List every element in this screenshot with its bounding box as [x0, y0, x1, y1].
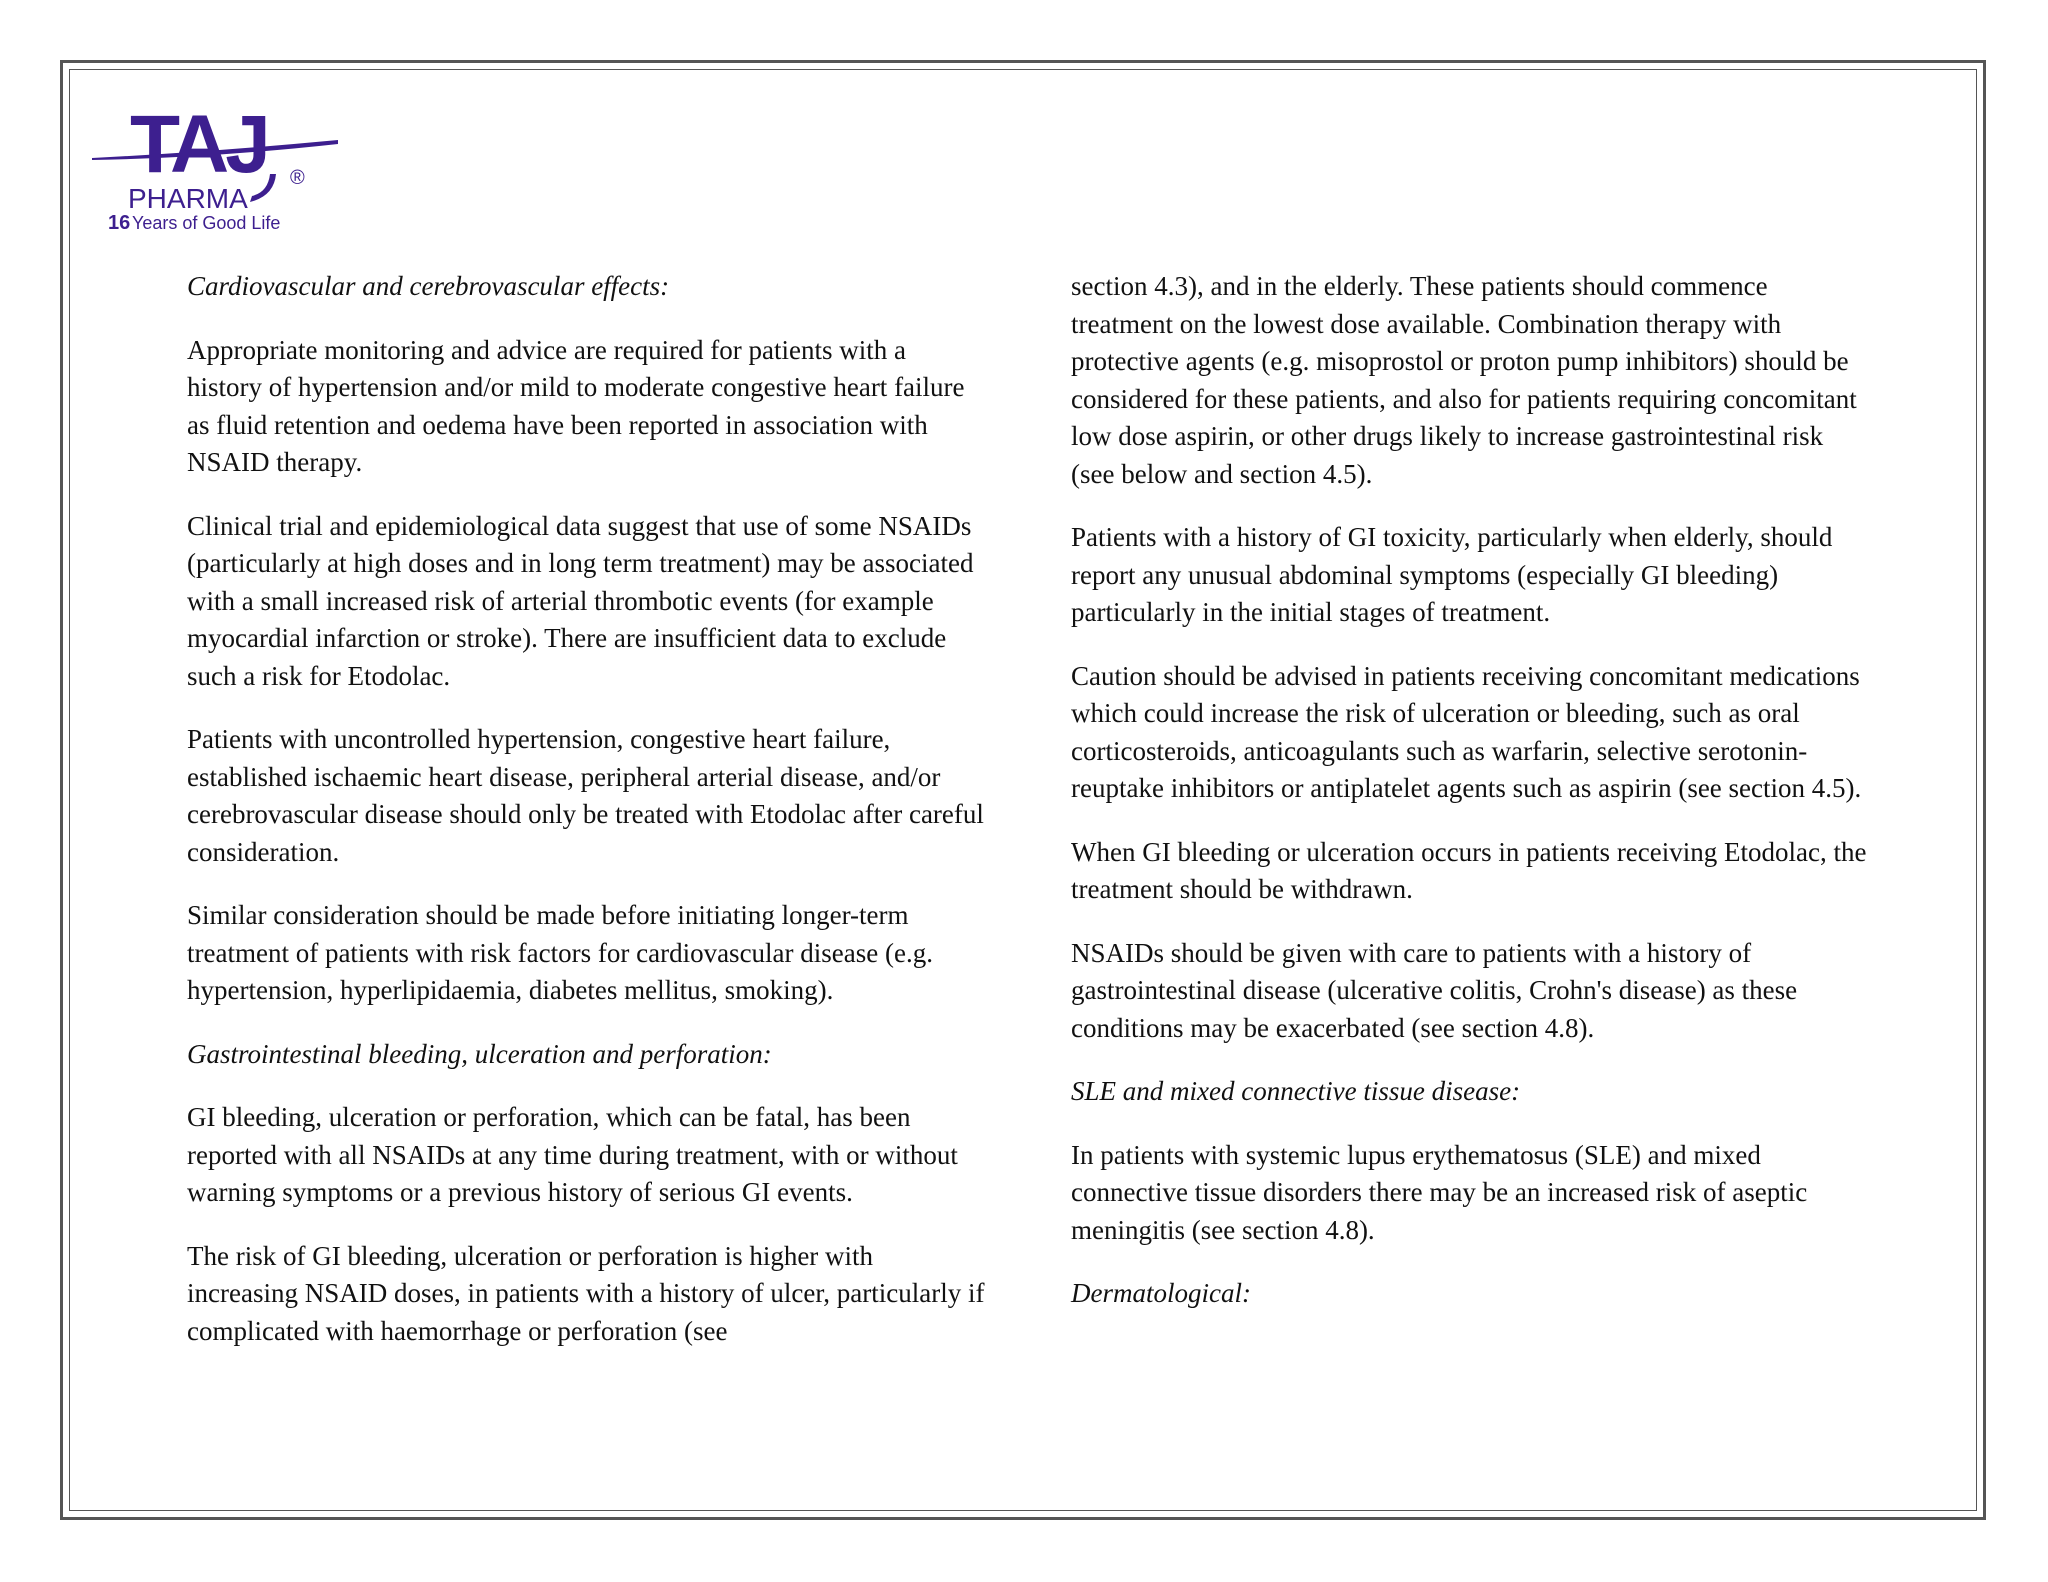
logo-brand: TAJ	[130, 99, 267, 190]
paragraph: When GI bleeding or ulceration occurs in patients receiving Etodolac, the treatment should be withdrawn.	[1071, 836, 1867, 904]
paragraph: NSAIDs should be given with care to patients with a history of gastrointestinal disease (ulcerative colitis, Crohn's disease) as these conditions may be exacerbated (see section 4.8).	[1071, 937, 1798, 1043]
taj-pharma-logo	[90, 92, 350, 242]
section-heading: Dermatological:	[1071, 1278, 1251, 1308]
paragraph: GI bleeding, ulceration or perforation, which can be fatal, has been reported with all NSAIDs at any time during treatment, with or without warning symptoms or a previous history of serious GI events.	[187, 1102, 958, 1207]
paragraph: In patients with systemic lupus erythematosus (SLE) and mixed connective tissue disorders there may be an increased risk of aseptic meningitis (see section 4.8).	[1071, 1139, 1808, 1245]
logo-tagline-text: Years of Good Life	[132, 213, 281, 233]
paragraph: Patients with a history of GI toxicity, particularly when elderly, should report any unusual abdominal symptoms (especially GI bleeding) particularly in the initial stages of treatment.	[1071, 522, 1833, 627]
right-column	[1071, 268, 1871, 1339]
section-heading: SLE and mixed connective tissue disease:	[1071, 1076, 1521, 1106]
paragraph: Similar consideration should be made before initiating longer-term treatment of patients with risk factors for cardiovascular disease (e.g. hypertension, hyperlipidaemia, diabetes mellitus, smoking).	[187, 900, 933, 1005]
paragraph: Clinical trial and epidemiological data suggest that use of some NSAIDs (particularly at high doses and in long term treatment) may be associated with a small increased risk of arterial thrombotic events (for example myocardial infarction or stroke). There are insufficient data to exclude such a risk for Etodolac.	[187, 510, 974, 691]
logo-tagline-number: 16	[108, 212, 131, 234]
section-heading: Gastrointestinal bleeding, ulceration and perforation:	[187, 1038, 772, 1069]
paragraph: Appropriate monitoring and advice are required for patients with a history of hypertension and/or mild to moderate congestive heart failure as fluid retention and oedema have been reported in association with NSAID therapy.	[187, 334, 965, 477]
logo-registered: ®	[290, 167, 305, 189]
section-heading: Cardiovascular and cerebrovascular effects:	[187, 271, 670, 301]
paragraph: section 4.3), and in the elderly. These patients should commence treatment on the lowest dose available. Combination therapy with protective agents (e.g. misoprostol or proton pump inhibitors) should be considered for these patients, and also for patients requiring concomitant low dose aspirin, or other drugs likely to increase gastrointestinal risk (see below and section 4.5).	[1071, 271, 1857, 489]
paragraph: The risk of GI bleeding, ulceration or perforation is higher with increasing NSAID doses, in patients with a history of ulcer, particularly if complicated with haemorrhage or perforation (see	[187, 1240, 985, 1346]
logo-sub: PHARMA	[128, 183, 248, 214]
left-column	[187, 268, 987, 1376]
paragraph: Caution should be advised in patients receiving concomitant medications which could increase the risk of ulceration or bleeding, such as oral corticosteroids, anticoagulants such as warfarin, selective serotonin-reuptake inhibitors or antiplatelet agents such as aspirin (see section 4.5).	[1071, 660, 1862, 803]
paragraph: Patients with uncontrolled hypertension, congestive heart failure, established ischaemic heart disease, peripheral arterial disease, and/or cerebrovascular disease should only be treated with Etodolac after careful consideration.	[187, 724, 984, 867]
